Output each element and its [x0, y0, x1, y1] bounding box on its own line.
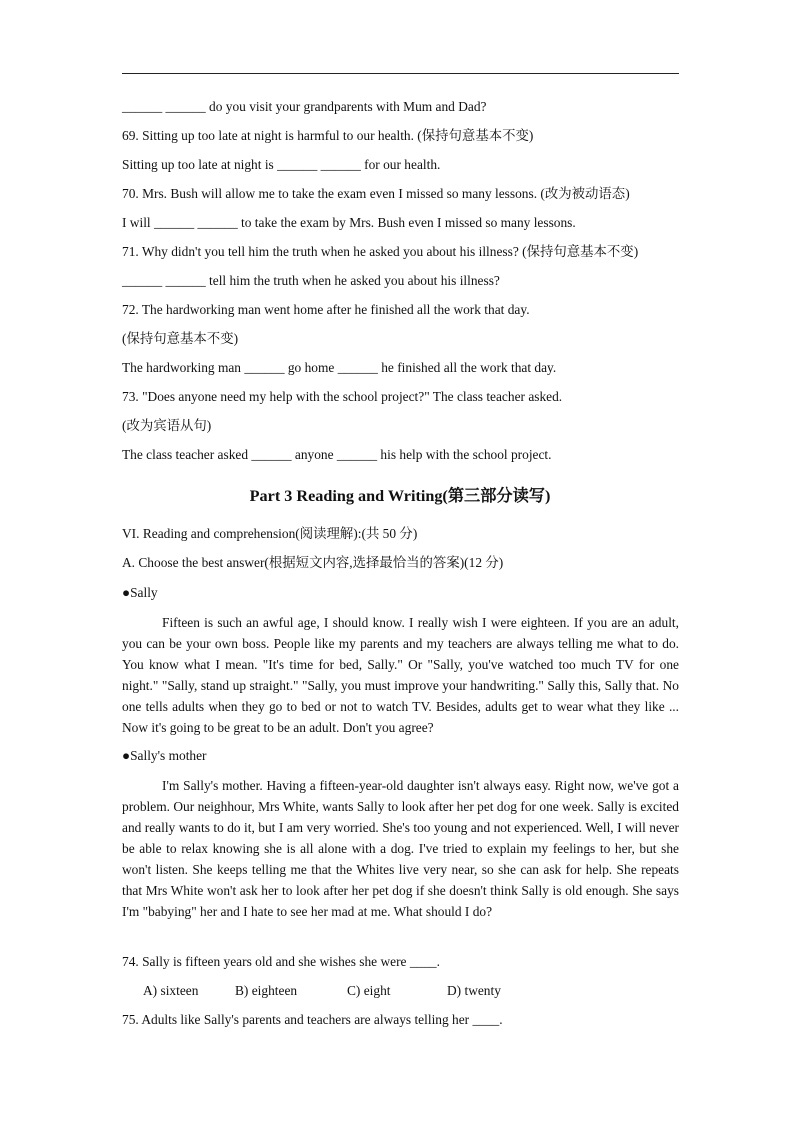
passage-sallys-mother: I'm Sally's mother. Having a fifteen-year-old daughter isn't always easy. Right now, we've got a problem. Our neighhour, Mrs White, wants Sally to look after her pet dog for one week. Sally is excited and really wants to do it, but I am very worried. She's too young and not experienced. Well, I will never be able to relax knowing she is all alone with a dog. I've tried to explain my feelings to her, but she won't listen. She keeps telling me that the Whites live very near, so she can ask for help. She repeats that Mrs White won't ask her to look after her pet dog if she doesn't think Sally is old enough. She says I'm "babying" her and I hate to see her mad at me. What should I do?	[122, 778, 679, 919]
q69-question: 69. Sitting up too late at night is harmful to our health. (保持句意基本不变)	[122, 128, 534, 143]
q68-answer-line: ______ ______ do you visit your grandparents with Mum and Dad?	[122, 99, 487, 114]
q73-instruction: (改为宾语从句)	[122, 418, 212, 433]
q72-answer-line: The hardworking man ______ go home ______ he finished all the work that day.	[122, 360, 557, 375]
section-a-title: A. Choose the best answer(根据短文内容,选择最恰当的答案)(12 分)	[122, 555, 504, 570]
speaker-sally: ●Sally	[122, 585, 158, 600]
q72-instruction: (保持句意基本不变)	[122, 331, 239, 346]
passage-sally: Fifteen is such an awful age, I should know. I really wish I were eighteen. If you are an adult, you can be your own boss. People like my parents and my teachers are always telling me what to do. You know what I mean. "It's time for bed, Sally." Or "Sally, you've watched too much TV for one night." "Sally, stand up straight." "Sally, you must improve your handwriting." Sally this, Sally that. No one tells adults when they go to bed or not to watch TV. Besides, adults get to wear what they like ... Now it's going to be great to be an adult. Don't you agree?	[122, 615, 679, 735]
q74-option-c: C) eight	[347, 983, 391, 998]
speaker-sallys-mother: ●Sally's mother	[122, 748, 207, 763]
q71-answer-line: ______ ______ tell him the truth when he asked you about his illness?	[122, 273, 500, 288]
q71-question: 71. Why didn't you tell him the truth when he asked you about his illness? (保持句意基本不变)	[122, 244, 639, 259]
q74-option-d: D) twenty	[447, 983, 501, 998]
q70-answer-line: I will ______ ______ to take the exam by Mrs. Bush even I missed so many lessons.	[122, 215, 576, 230]
header-rule	[122, 73, 679, 74]
q75-question: 75. Adults like Sally's parents and teachers are always telling her ____.	[122, 1012, 503, 1027]
section-heading: Part 3 Reading and Writing(第三部分读写)	[249, 487, 551, 505]
q73-question: 73. "Does anyone need my help with the school project?" The class teacher asked.	[122, 389, 563, 404]
q72-question: 72. The hardworking man went home after he finished all the work that day.	[122, 302, 530, 317]
section-vi-title: VI. Reading and comprehension(阅读理解):(共 50 分)	[122, 526, 418, 541]
q74-option-a: A) sixteen	[143, 983, 199, 998]
q74-options	[143, 982, 501, 1000]
q69-answer-line: Sitting up too late at night is ______ ______ for our health.	[122, 157, 441, 172]
q70-question: 70. Mrs. Bush will allow me to take the exam even I missed so many lessons. (改为被动语态)	[122, 186, 630, 201]
q74-question: 74. Sally is fifteen years old and she wishes she were ____.	[122, 954, 440, 969]
q73-answer-line: The class teacher asked ______ anyone ______ his help with the school project.	[122, 447, 552, 462]
q74-option-b: B) eighteen	[235, 983, 298, 998]
